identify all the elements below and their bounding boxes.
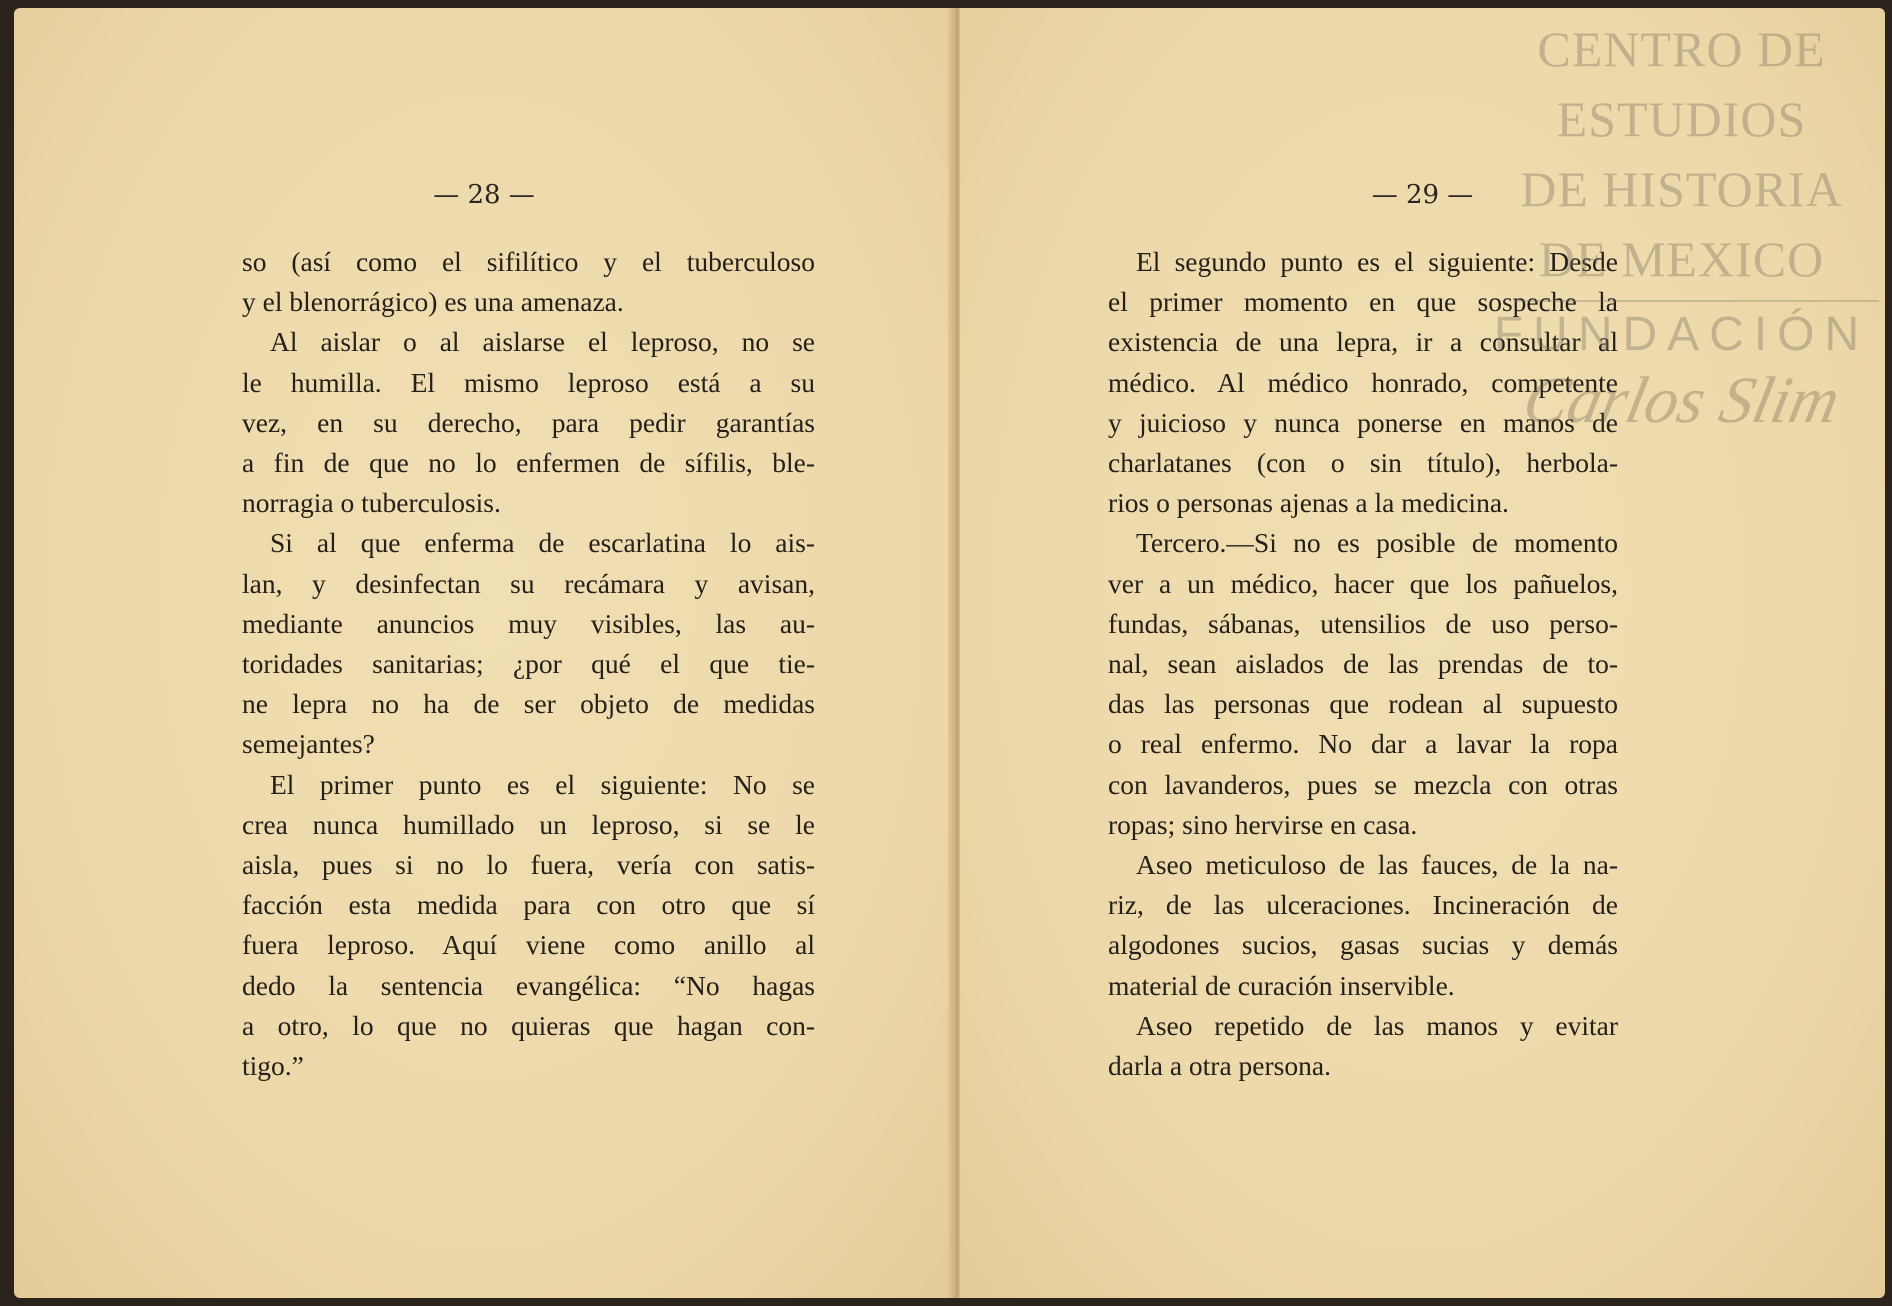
page-text: [242, 242, 815, 1086]
text-line: y juicioso y nunca ponerse en manos de: [1108, 406, 1618, 438]
text-line: lan, y desinfectan su recámara y avisan,: [242, 567, 815, 599]
text-line: fundas, sábanas, utensilios de uso perso-: [1108, 607, 1618, 639]
text-line: so (así como el sifilítico y el tuberculoso: [242, 246, 815, 277]
text-line: facción esta medida para con otro que sí: [242, 889, 815, 921]
text-line: vez, en su derecho, para pedir garantías: [242, 406, 815, 438]
text-line: El segundo punto es el siguiente: Desde: [1136, 246, 1618, 277]
text-line: existencia de una lepra, ir a consultar al: [1108, 326, 1618, 358]
text-line: algodones sucios, gasas sucias y demás: [1108, 929, 1618, 961]
text-line: rios o personas ajenas a la medicina.: [1108, 487, 1509, 519]
text-line: mediante anuncios muy visibles, las au-: [242, 607, 815, 639]
watermark-line: DE HISTORIA: [1520, 161, 1843, 217]
watermark: [1484, 14, 1879, 484]
text-line: médico. Al médico honrado, competente: [1108, 366, 1618, 398]
text-line: tigo.”: [242, 1050, 304, 1082]
text-line: fuera leproso. Aquí viene como anillo al: [242, 929, 815, 961]
text-line: toridades sanitarias; ¿por qué el que tie-: [242, 648, 815, 680]
text-line: das las personas que rodean al supuesto: [1108, 688, 1618, 720]
text-line: a otro, lo que no quieras que hagan con-: [242, 1009, 815, 1041]
text-line: Aseo meticuloso de las fauces, de la na-: [1136, 849, 1618, 881]
page-number: — 29 —: [1371, 180, 1474, 210]
text-line: Tercero.—Si no es posible de momento: [1136, 527, 1618, 559]
watermark-line: CENTRO DE: [1537, 21, 1826, 77]
watermark-line: ESTUDIOS: [1556, 91, 1807, 147]
text-line: Si al que enferma de escarlatina lo ais-: [270, 527, 815, 559]
watermark-line: DE MEXICO: [1538, 231, 1825, 287]
page-number: — 28 —: [433, 180, 535, 210]
text-line: crea nunca humillado un leproso, si se le: [242, 808, 815, 840]
text-line: el primer momento en que sospeche la: [1108, 286, 1618, 318]
watermark-foundation: FUNDACIÓN: [1493, 308, 1870, 361]
text-line: nal, sean aislados de las prendas de to-: [1108, 648, 1618, 680]
watermark-signature: Carlos Slim: [1517, 364, 1847, 437]
text-line: darla a otra persona.: [1108, 1050, 1331, 1082]
text-line: Aseo repetido de las manos y evitar: [1136, 1009, 1618, 1041]
text-line: le humilla. El mismo leproso está a su: [242, 366, 815, 398]
text-line: material de curación inservible.: [1108, 969, 1455, 1001]
right-page: [960, 8, 1885, 1298]
text-line: charlatanes (con o sin título), herbola-: [1108, 447, 1618, 479]
left-page: [14, 8, 954, 1298]
text-line: Al aislar o al aislarse el leproso, no se: [270, 326, 815, 358]
text-line: norragia o tuberculosis.: [242, 487, 501, 519]
text-line: aisla, pues si no lo fuera, vería con satis-: [242, 849, 815, 881]
text-line: ropas; sino hervirse en casa.: [1108, 808, 1418, 840]
text-line: y el blenorrágico) es una amenaza.: [242, 286, 624, 318]
text-line: El primer punto es el siguiente: No se: [270, 768, 815, 800]
text-line: ver a un médico, hacer que los pañuelos,: [1108, 567, 1618, 599]
text-line: dedo la sentencia evangélica: “No hagas: [242, 969, 815, 1001]
text-line: ne lepra no ha de ser objeto de medidas: [242, 688, 815, 720]
text-line: riz, de las ulceraciones. Incineración de: [1108, 889, 1618, 921]
watermark-rule: [1514, 300, 1879, 302]
text-line: con lavanderos, pues se mezcla con otras: [1108, 768, 1618, 800]
text-line: o real enfermo. No dar a lavar la ropa: [1108, 728, 1618, 760]
text-line: a fin de que no lo enfermen de sífilis, ble-: [242, 447, 815, 479]
text-line: semejantes?: [242, 728, 375, 760]
